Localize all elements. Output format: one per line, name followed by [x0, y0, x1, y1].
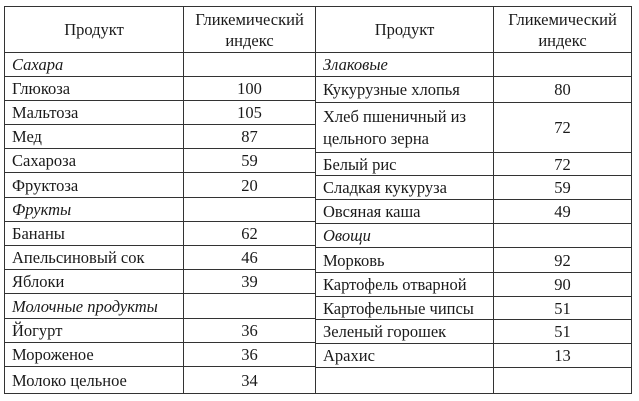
product-name: Мальтоза [4, 101, 184, 125]
glycemic-index-value: 59 [494, 176, 632, 200]
product-name: Апельсиновый сок [4, 246, 184, 270]
glycemic-index-value [494, 224, 632, 248]
glycemic-index-value: 39 [184, 270, 316, 294]
product-name: Картофельные чипсы [316, 297, 494, 320]
glycemic-index-value: 51 [494, 320, 632, 344]
header-product-right: Продукт [316, 6, 494, 53]
glycemic-index-value [494, 368, 632, 394]
product-name: Мед [4, 125, 184, 149]
glycemic-index-value: 92 [494, 248, 632, 273]
product-name: Мороженое [4, 343, 184, 367]
category-label: Сахара [4, 53, 184, 77]
glycemic-index-value: 13 [494, 344, 632, 368]
glycemic-index-value: 36 [184, 343, 316, 367]
glycemic-index-value: 34 [184, 367, 316, 394]
glycemic-index-value: 46 [184, 246, 316, 270]
glycemic-index-value [184, 198, 316, 222]
product-name: Глюкоза [4, 77, 184, 101]
product-name: Картофель отварной [316, 273, 494, 297]
glycemic-index-value: 87 [184, 125, 316, 149]
glycemic-index-value: 49 [494, 200, 632, 224]
product-name: Яблоки [4, 270, 184, 294]
glycemic-index-value: 72 [494, 153, 632, 176]
product-name: Йогурт [4, 319, 184, 343]
glycemic-index-value: 72 [494, 103, 632, 153]
category-label: Фрукты [4, 198, 184, 222]
product-name: Бананы [4, 222, 184, 246]
category-label: Овощи [316, 224, 494, 248]
glycemic-index-value: 36 [184, 319, 316, 343]
glycemic-index-value [184, 53, 316, 77]
glycemic-index-value: 59 [184, 149, 316, 173]
product-name: Сладкая кукуруза [316, 176, 494, 200]
product-name [316, 368, 494, 394]
category-label: Злаковые [316, 53, 494, 77]
product-name: Белый рис [316, 153, 494, 176]
glycemic-index-value [184, 294, 316, 319]
glycemic-index-value: 105 [184, 101, 316, 125]
product-name: Морковь [316, 248, 494, 273]
glycemic-index-value: 90 [494, 273, 632, 297]
product-name: Арахис [316, 344, 494, 368]
product-name: Овсяная каша [316, 200, 494, 224]
glycemic-index-value: 100 [184, 77, 316, 101]
product-name: Зеленый горошек [316, 320, 494, 344]
glycemic-index-value: 62 [184, 222, 316, 246]
product-name: Хлеб пшеничный из цельного зерна [316, 103, 494, 153]
header-gi-right: Гликемический индекс [494, 6, 632, 53]
glycemic-index-value: 51 [494, 297, 632, 320]
header-gi-left: Гликемический индекс [184, 6, 316, 53]
glycemic-index-value [494, 53, 632, 77]
header-product-left: Продукт [4, 6, 184, 53]
glycemic-index-value: 80 [494, 77, 632, 103]
glycemic-index-value: 20 [184, 173, 316, 198]
product-name: Фруктоза [4, 173, 184, 198]
category-label: Молочные продукты [4, 294, 184, 319]
product-name: Молоко цельное [4, 367, 184, 394]
product-name: Кукурузные хлопья [316, 77, 494, 103]
product-name: Сахароза [4, 149, 184, 173]
